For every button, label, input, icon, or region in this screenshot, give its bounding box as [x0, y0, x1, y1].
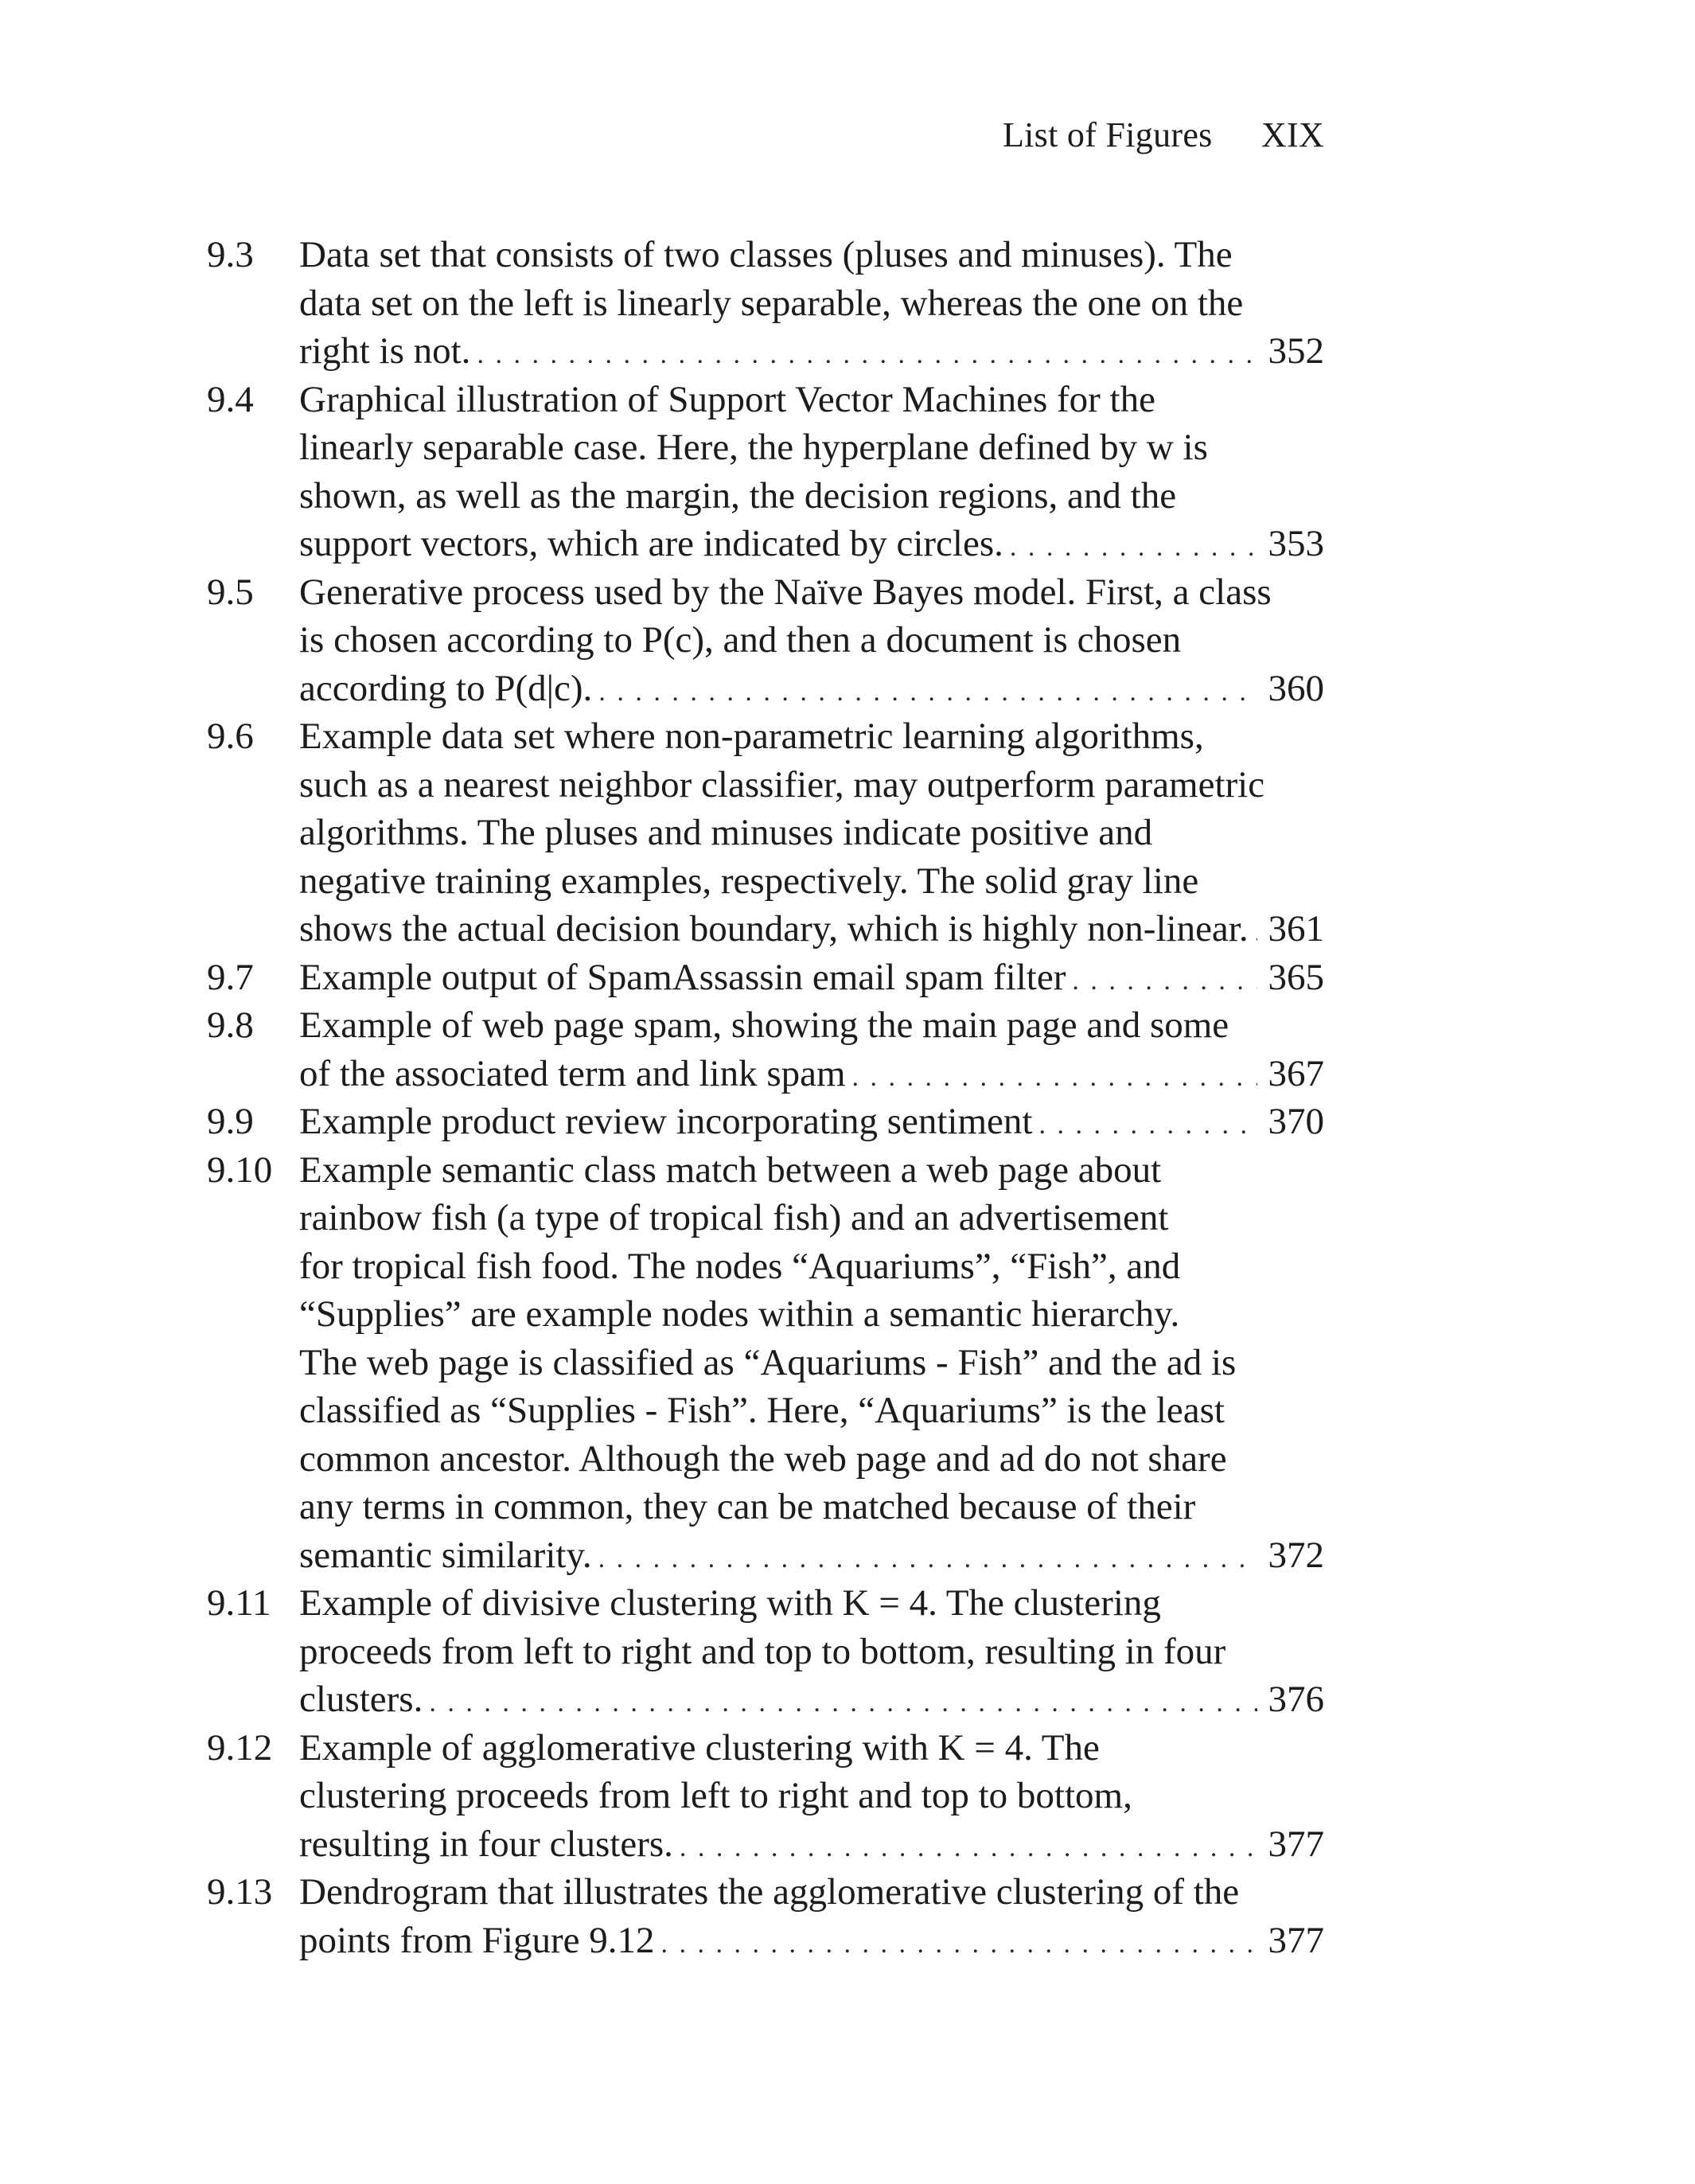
dot-leader	[660, 1921, 1257, 1969]
figure-caption-text: according to P(d|c).	[299, 667, 593, 709]
figure-caption-text: Dendrogram that illustrates the agglomerative clustering of the	[299, 1871, 1240, 1913]
figure-entry[interactable]	[207, 376, 1324, 568]
dot-leader	[429, 1679, 1257, 1728]
figure-caption-line	[299, 1386, 1324, 1435]
figure-caption-text: negative training examples, respectively. The solid gray line	[299, 860, 1199, 902]
figure-entry[interactable]	[207, 1579, 1324, 1724]
figure-page-number[interactable]: 353	[1268, 523, 1324, 564]
figure-caption-text: is chosen according to P(c), and then a document is chosen	[299, 619, 1182, 661]
figure-entry[interactable]	[207, 712, 1324, 954]
dot-leader	[598, 1535, 1257, 1584]
figure-page-number[interactable]: 365	[1268, 956, 1324, 998]
figure-caption-text: any terms in common, they can be matched because of their	[299, 1486, 1196, 1527]
figure-entry[interactable]	[207, 1868, 1324, 1964]
figure-caption-line	[299, 231, 1324, 279]
figure-caption-text: The web page is classified as “Aquariums - Fish” and the ad is	[299, 1341, 1237, 1383]
figure-caption-line	[299, 616, 1324, 665]
figure-caption-line	[299, 279, 1324, 328]
figure-caption-line	[299, 376, 1324, 424]
figure-caption-line	[299, 327, 1324, 376]
figure-caption-line	[299, 905, 1324, 954]
running-head-page-number: XIX	[1261, 115, 1324, 154]
figure-entry[interactable]	[207, 1146, 1324, 1580]
figure-caption-line	[299, 1050, 1324, 1098]
dot-leader	[477, 331, 1257, 380]
figure-entry[interactable]	[207, 568, 1324, 713]
figure-caption-text: Example semantic class match between a web page about	[299, 1149, 1162, 1191]
figure-page-number[interactable]: 372	[1268, 1534, 1324, 1576]
figure-caption-line	[299, 665, 1324, 713]
figure-caption-line	[299, 809, 1324, 857]
figure-caption-text: “Supplies” are example nodes within a semantic hierarchy.	[299, 1293, 1180, 1335]
figure-number: 9.7	[207, 956, 254, 998]
figure-caption-line	[299, 1579, 1324, 1628]
figure-page-number[interactable]: 370	[1268, 1101, 1324, 1142]
figure-entry[interactable]	[207, 1724, 1324, 1869]
figure-caption-text: Example of web page spam, showing the main page and some	[299, 1004, 1229, 1046]
dot-leader	[680, 1824, 1257, 1873]
figure-caption-text: Graphical illustration of Support Vector Machines for the	[299, 378, 1155, 420]
figure-caption-text: clusters.	[299, 1679, 423, 1720]
figure-caption-text: shown, as well as the margin, the decision regions, and the	[299, 474, 1177, 517]
figure-caption-text: for tropical fish food. The nodes “Aquariums”, “Fish”, and	[299, 1245, 1181, 1287]
figure-caption-line	[299, 520, 1324, 568]
figure-caption-text: clustering proceeds from left to right and top to bottom,	[299, 1775, 1132, 1816]
figure-caption-line	[299, 1675, 1324, 1724]
figure-caption-line	[299, 1339, 1324, 1387]
running-head	[1003, 111, 1324, 159]
figure-caption-text: of the associated term and link spam	[299, 1052, 846, 1094]
figure-caption-text: linearly separable case. Here, the hyperplane defined by w is	[299, 427, 1208, 468]
figure-page-number[interactable]: 361	[1268, 908, 1324, 950]
figure-caption-line	[299, 1098, 1324, 1146]
figure-caption-line	[299, 568, 1324, 617]
figure-caption-text: shows the actual decision boundary, which is highly non-linear.	[299, 908, 1249, 950]
figure-caption-text: proceeds from left to right and top to bottom, resulting in four	[299, 1630, 1226, 1672]
figure-caption-line	[299, 857, 1324, 906]
figure-caption-line	[299, 1435, 1324, 1484]
figure-number: 9.13	[207, 1871, 273, 1913]
figure-number: 9.4	[207, 378, 254, 420]
dot-leader	[852, 1054, 1257, 1102]
figure-page-number[interactable]: 367	[1268, 1052, 1324, 1094]
figure-caption-line	[299, 1483, 1324, 1531]
figure-page-number[interactable]: 352	[1268, 330, 1324, 372]
figure-caption-line	[299, 1868, 1324, 1917]
figure-caption-line	[299, 1917, 1324, 1965]
dot-leader	[1255, 909, 1257, 957]
figure-caption-line	[299, 1001, 1324, 1050]
figure-caption-text: Generative process used by the Naïve Bayes model. First, a class	[299, 571, 1272, 613]
dot-leader	[1072, 957, 1257, 1006]
figure-number: 9.11	[207, 1582, 271, 1624]
figure-caption-text: data set on the left is linearly separable, whereas the one on the	[299, 282, 1244, 324]
figure-caption-text: semantic similarity.	[299, 1534, 592, 1576]
list-of-figures	[207, 231, 1324, 1964]
figure-page-number[interactable]: 360	[1268, 667, 1324, 709]
figure-caption-text: Data set that consists of two classes (pluses and minuses). The	[299, 234, 1233, 275]
figure-caption-line	[299, 1772, 1324, 1820]
figure-caption-text: Example data set where non-parametric learning algorithms,	[299, 716, 1204, 757]
figure-caption-text: algorithms. The pluses and minuses indicate positive and	[299, 812, 1153, 853]
figure-entry[interactable]	[207, 954, 1324, 1002]
dot-leader	[1038, 1102, 1257, 1150]
figure-caption-line	[299, 1820, 1324, 1869]
figure-caption-text: classified as “Supplies - Fish”. Here, “Aquariums” is the least	[299, 1390, 1225, 1431]
figure-caption-text: Example product review incorporating sentiment	[299, 1101, 1033, 1142]
figure-number: 9.12	[207, 1726, 273, 1769]
figure-number: 9.8	[207, 1004, 254, 1046]
figure-page-number[interactable]: 376	[1268, 1679, 1324, 1720]
figure-caption-line	[299, 1531, 1324, 1580]
figure-caption-text: Example of divisive clustering with K = 4. The clustering	[299, 1582, 1161, 1624]
figure-caption-line	[299, 1146, 1324, 1195]
figure-caption-text: right is not.	[299, 330, 471, 372]
figure-entry[interactable]	[207, 1001, 1324, 1098]
figure-caption-text: common ancestor. Although the web page and ad do not share	[299, 1437, 1227, 1480]
figure-page-number[interactable]: 377	[1268, 1919, 1324, 1961]
figure-number: 9.5	[207, 571, 254, 613]
figure-caption-line	[299, 423, 1324, 472]
figure-number: 9.3	[207, 234, 254, 275]
figure-caption-line	[299, 1242, 1324, 1291]
figure-page-number[interactable]: 377	[1268, 1823, 1324, 1865]
figure-caption-line	[299, 761, 1324, 809]
figure-caption-line	[299, 472, 1324, 521]
dot-leader	[1010, 524, 1257, 572]
figure-number: 9.9	[207, 1101, 254, 1142]
figure-entry[interactable]	[207, 1098, 1324, 1146]
figure-caption-text: support vectors, which are indicated by circles.	[299, 523, 1003, 564]
figure-number: 9.10	[207, 1149, 273, 1191]
figure-caption-text: Example of agglomerative clustering with K = 4. The	[299, 1726, 1100, 1769]
figure-caption-line	[299, 1194, 1324, 1242]
figure-caption-line	[299, 954, 1324, 1002]
figure-number: 9.6	[207, 716, 254, 757]
figure-caption-line	[299, 1290, 1324, 1339]
figure-entry[interactable]	[207, 231, 1324, 376]
running-head-section: List of Figures	[1002, 115, 1213, 154]
figure-caption-line	[299, 712, 1324, 761]
figure-caption-text: such as a nearest neighbor classifier, may outperform parametric	[299, 763, 1265, 805]
figure-caption-text: rainbow fish (a type of tropical fish) and an advertisement	[299, 1197, 1169, 1238]
figure-caption-line	[299, 1628, 1324, 1676]
figure-caption-text: Example output of SpamAssassin email spam filter	[299, 956, 1066, 998]
figure-caption-line	[299, 1724, 1324, 1773]
dot-leader	[598, 669, 1257, 717]
figure-caption-text: resulting in four clusters.	[299, 1823, 673, 1865]
figure-caption-text: points from Figure 9.12	[299, 1919, 655, 1961]
